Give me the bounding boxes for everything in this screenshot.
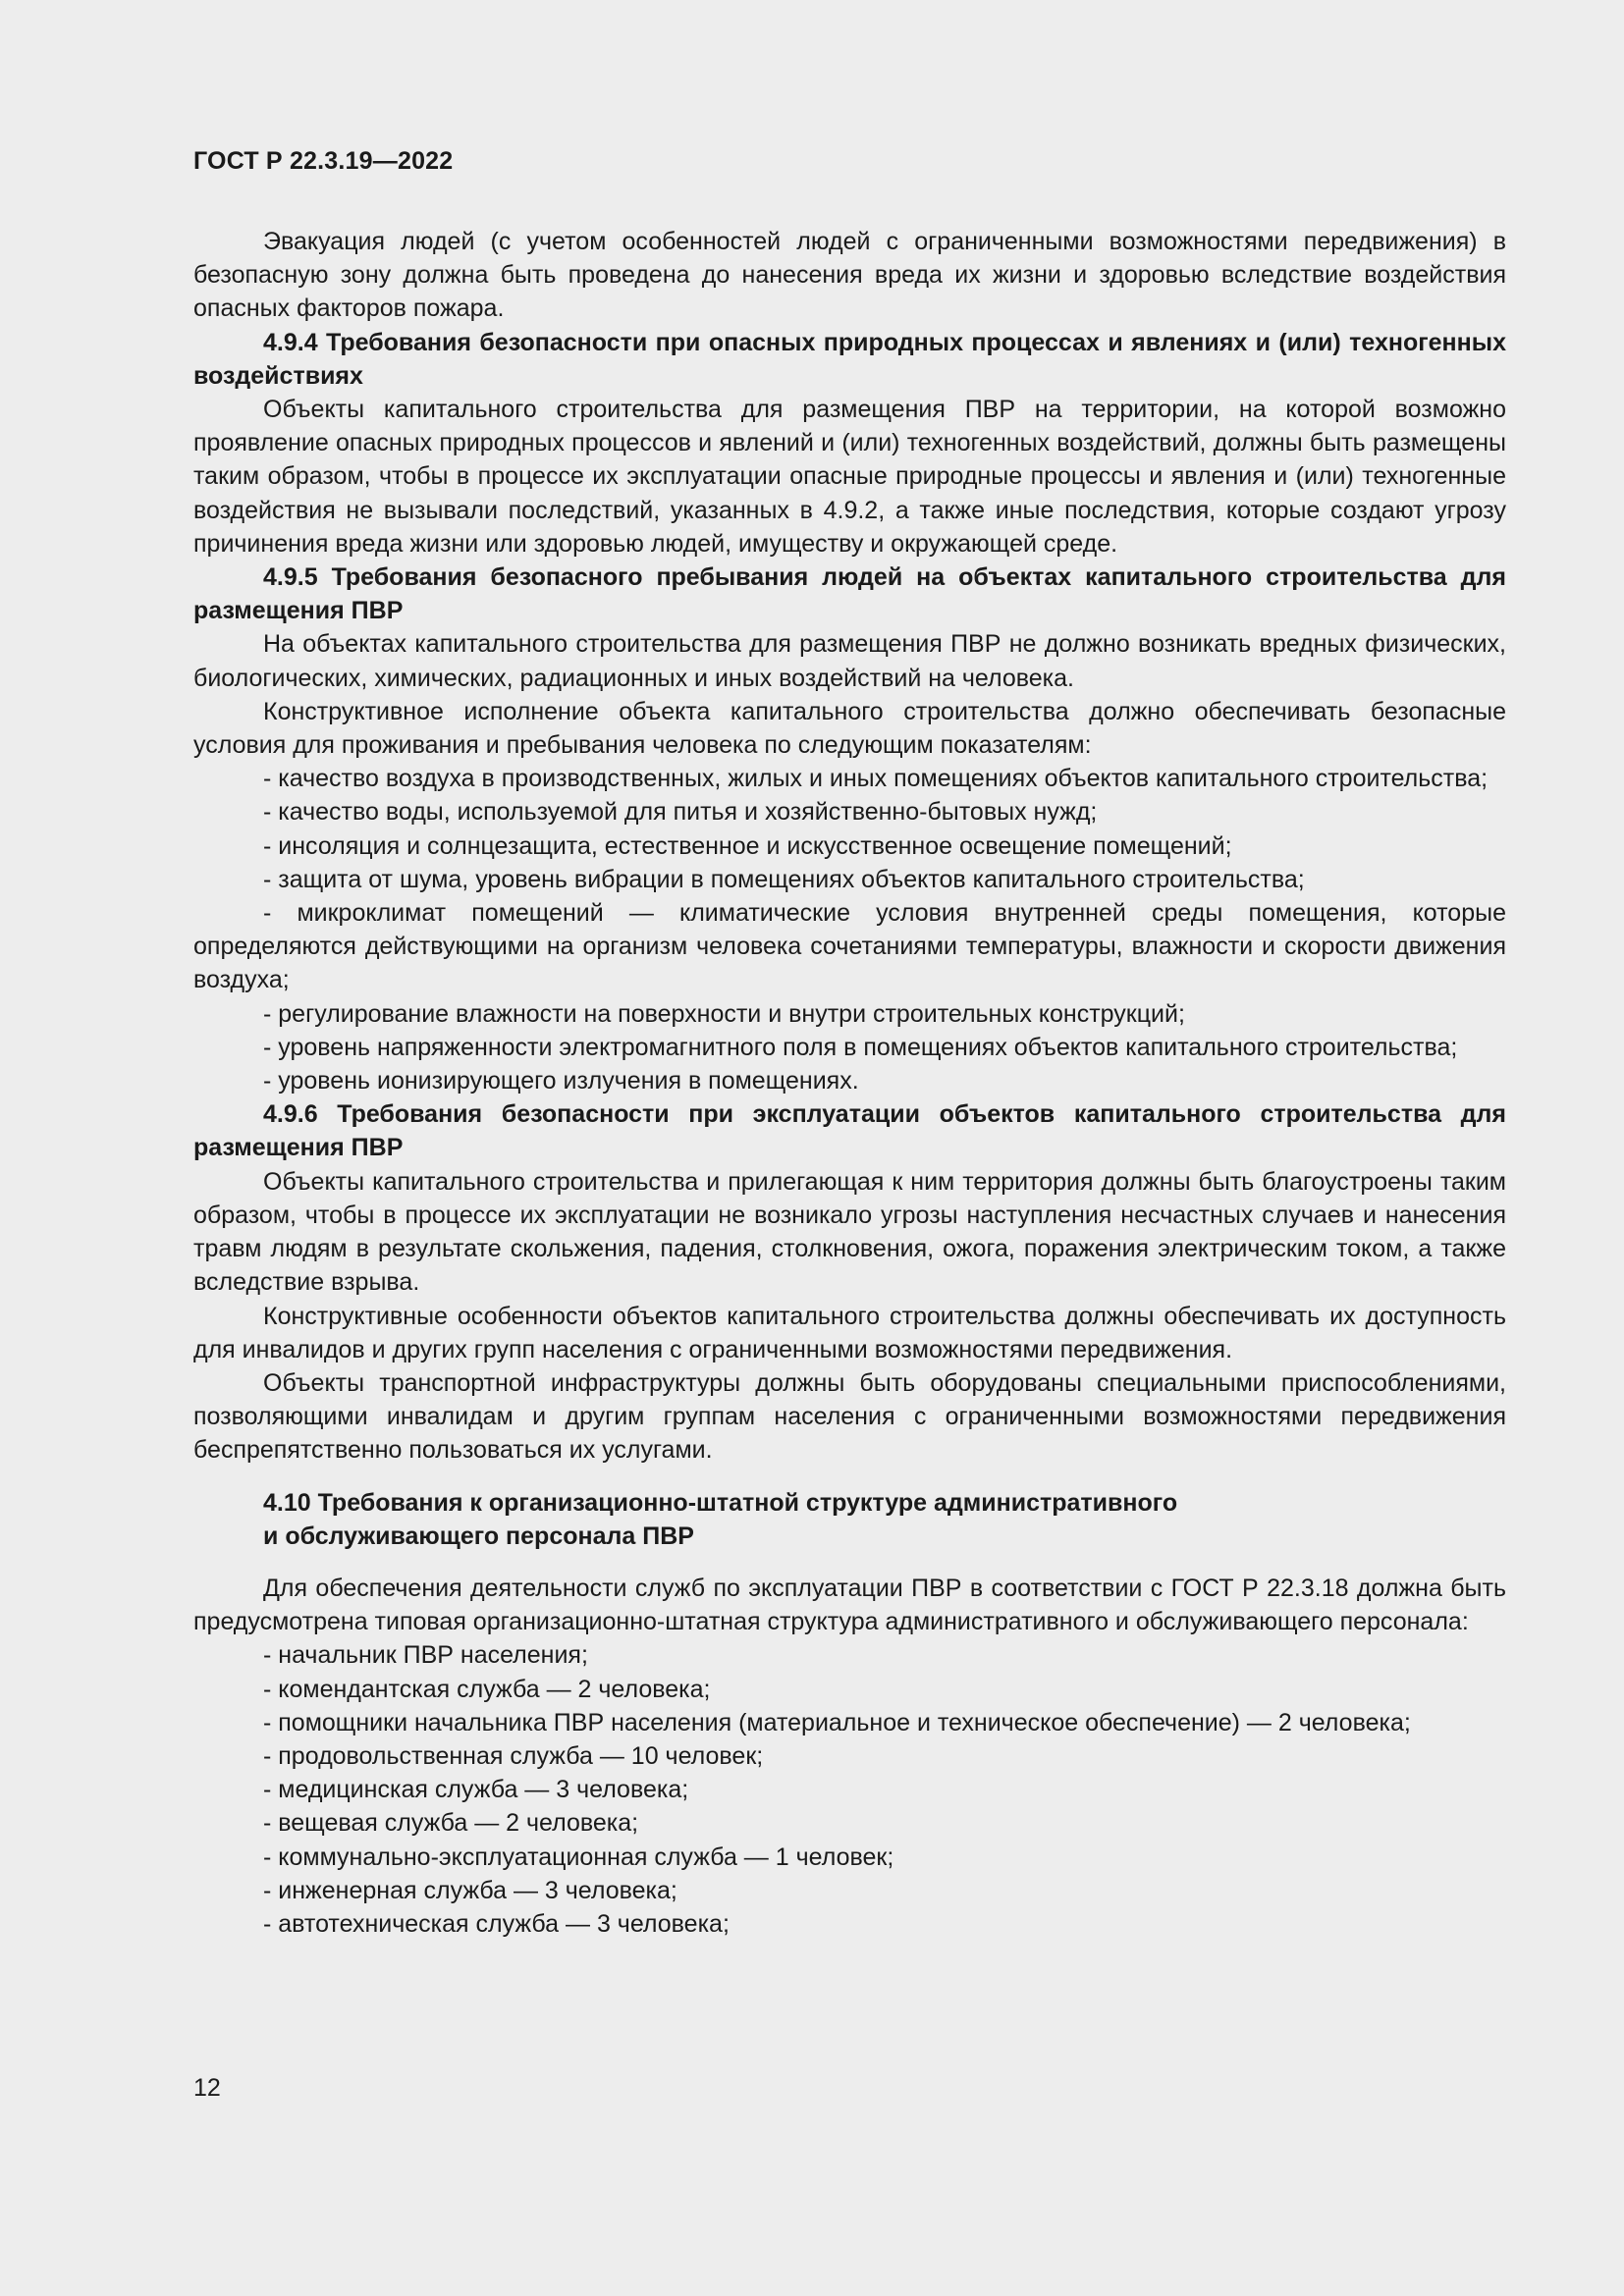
heading-4-10 [263,1486,1506,1553]
paragraph-accessibility: Конструктивные особенности объектов капитального строительства должны обеспечивать их доступность для инвалидов и других групп населения с ограниченными возможностями передвижения. [193,1302,1506,1363]
paragraph-natural-hazards: Объекты капитального строительства для размещения ПВР на территории, на которой возможно проявление опасных природных процессов и явлений и (или) техногенных воздействий, должны быть размещены таким образом, чтобы в процессе их эксплуатации опасные природные процессы и явления и (или) техногенные воздействия не вызывали последствий, указанных в 4.9.2, а также иные последствия, которые создают угрозу причинения вреда жизни или здоровью людей, имуществу и окружающей среде. [193,396,1506,558]
list-item: - автотехническая служба — 3 человека; [263,1909,730,1938]
list-item: - защита от шума, уровень вибрации в помещениях объектов капитального строительства; [263,865,1305,893]
paragraph-safe-conditions: Конструктивное исполнение объекта капитального строительства должно обеспечивать безопасные условия для проживания и пребывания человека по следующим показателям: [193,697,1506,760]
list-item: - помощники начальника ПВР населения (материальное и техническое обеспечение) — 2 человека; [263,1708,1411,1736]
heading-4-10-line-2: и обслуживающего персонала ПВР [263,1522,694,1550]
list-item: - качество воды, используемой для питья и хозяйственно-бытовых нужд; [263,798,1098,827]
list-item: - инженерная служба — 3 человека; [263,1876,677,1904]
heading-4-9-6: 4.9.6 Требования безопасности при эксплуатации объектов капитального строительства для размещения ПВР [193,1100,1506,1162]
paragraph-transport: Объекты транспортной инфраструктуры должны быть оборудованы специальными приспособлениями, позволяющими инвалидам и другим группам населения с ограниченными возможностями передвижения беспрепятственно пользоваться их услугами. [193,1368,1506,1465]
list-item: - начальник ПВР населения; [263,1641,588,1670]
document-code: ГОСТ Р 22.3.19—2022 [193,147,454,175]
list-item: - медицинская служба — 3 человека; [263,1776,689,1804]
list-item: - уровень ионизирующего излучения в помещениях. [263,1067,859,1095]
heading-4-9-4: 4.9.4 Требования безопасности при опасных природных процессах и явлениях и (или) техногенных воздействиях [193,328,1506,390]
list-item: - коммунально-эксплуатационная служба — 1 человек; [263,1842,894,1871]
paragraph-landscaping: Объекты капитального строительства и прилегающая к ним территория должны быть благоустроены таким образом, чтобы в процессе их эксплуатации не возникало угрозы наступления несчастных случаев и нанесения травм людям в результате скольжения, падения, столкновения, ожога, поражения электрическим током, а также вследствие взрыва. [193,1167,1506,1297]
paragraph-evacuation: Эвакуация людей (с учетом особенностей людей с ограниченными возможностями передвижения) в безопасную зону должна быть проведена до нанесения вреда их жизни и здоровью вследствие воздействия опасных факторов пожара. [193,228,1506,323]
list-item: - вещевая служба — 2 человека; [263,1809,639,1838]
paragraph-harmful-effects: На объектах капитального строительства для размещения ПВР не должно возникать вредных физических, биологических, химических, радиационных и иных воздействий на человека. [193,630,1506,692]
paragraph-staff-structure: Для обеспечения деятельности служб по эксплуатации ПВР в соответствии с ГОСТ Р 22.3.18 должна быть предусмотрена типовая организационно-штатная структура административного и обслуживающего персонала: [193,1574,1506,1636]
page-content [193,225,1506,1941]
list-item: - регулирование влажности на поверхности и внутри строительных конструкций; [263,999,1185,1028]
heading-4-9-5: 4.9.5 Требования безопасного пребывания людей на объектах капитального строительства для размещения ПВР [193,563,1506,625]
list-item: - инсоляция и солнцезащита, естественное и искусственное освещение помещений; [263,831,1232,860]
list-item: - микроклимат помещений — климатические условия внутренней среды помещения, которые определяются действующими на организм человека сочетаниями температуры, влажности и скорости движения воздуха; [193,899,1506,994]
list-item: - продовольственная служба — 10 человек; [263,1741,764,1770]
heading-4-10-line-1: 4.10 Требования к организационно-штатной структуре административного [263,1488,1178,1517]
list-item: - уровень напряженности электромагнитного поля в помещениях объектов капитального строительства; [263,1033,1458,1061]
page-number: 12 [193,2074,221,2102]
list-item: - качество воздуха в производственных, жилых и иных помещениях объектов капитального строительства; [263,765,1489,793]
list-item: - комендантская служба — 2 человека; [263,1675,711,1703]
